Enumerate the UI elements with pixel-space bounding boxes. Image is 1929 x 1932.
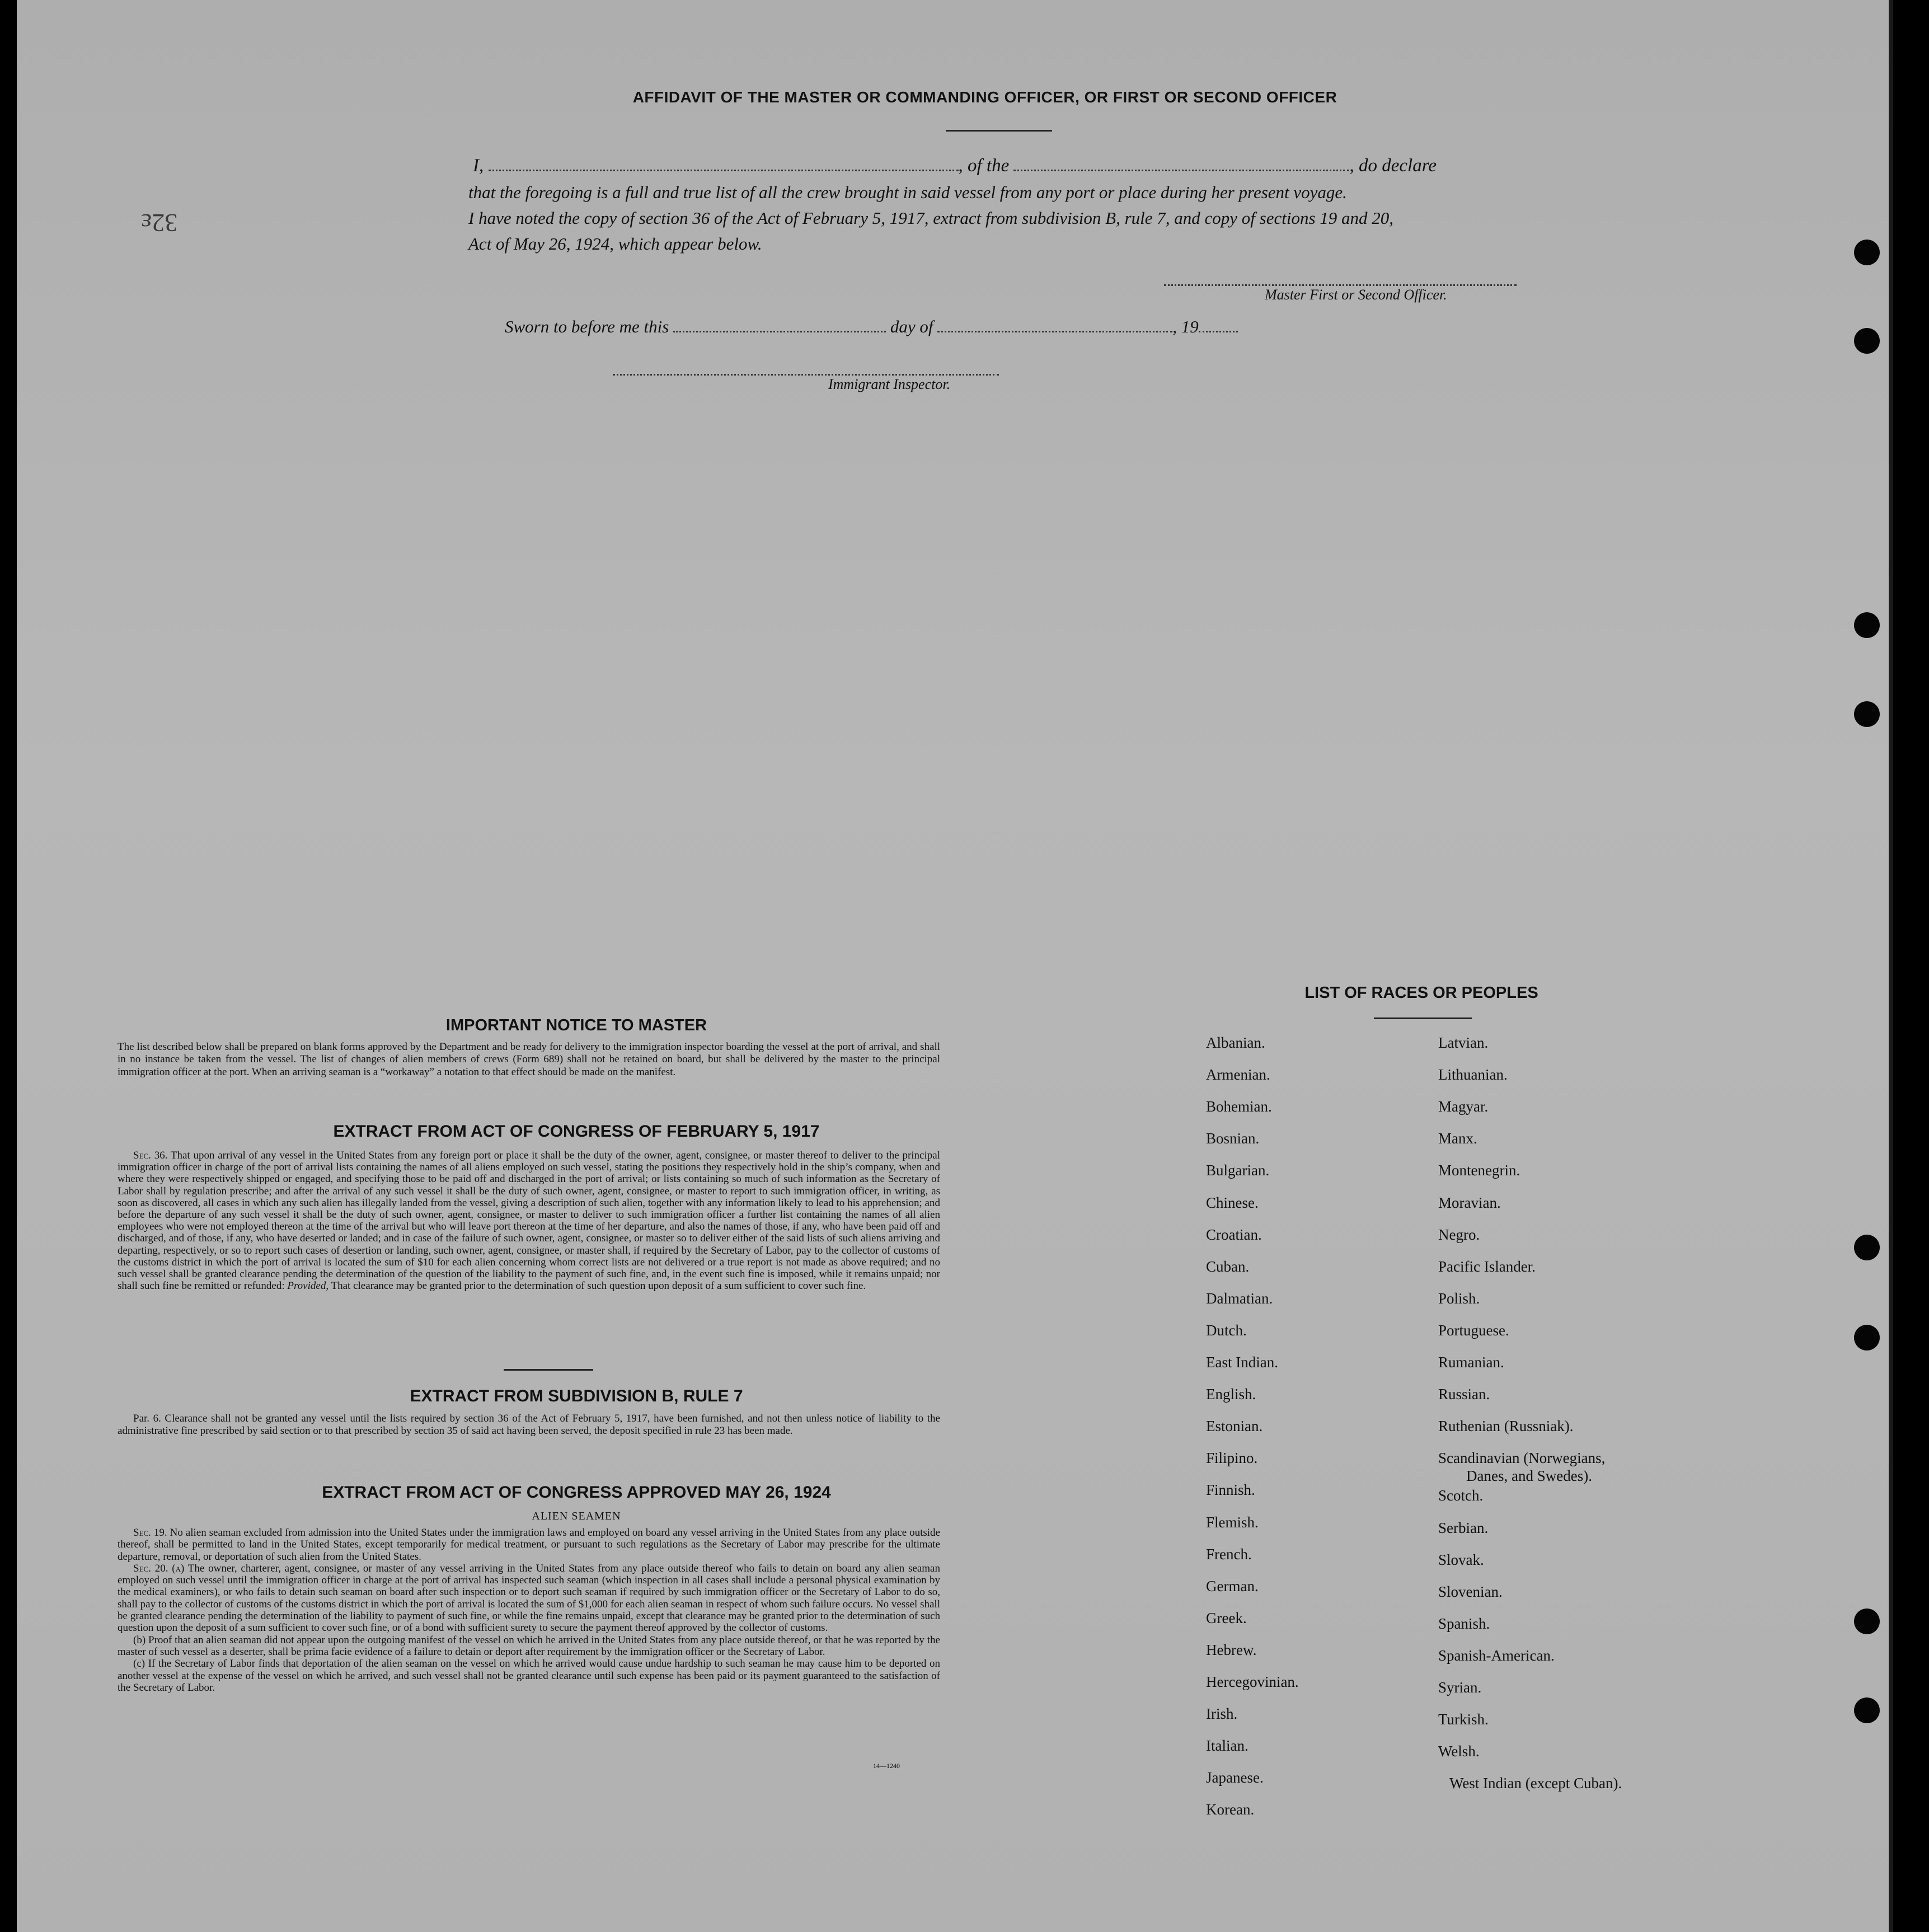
race-item: Lithuanian. (1438, 1066, 1508, 1084)
race-item: Finnish. (1206, 1481, 1255, 1499)
race-item: Cuban. (1206, 1258, 1250, 1275)
race-item: Russian. (1438, 1386, 1490, 1403)
race-item: Filipino. (1206, 1450, 1258, 1467)
race-item: Armenian. (1206, 1066, 1270, 1084)
alien-seamen-subtitle: ALIEN SEAMEN (532, 1510, 621, 1522)
notice-title: IMPORTANT NOTICE TO MASTER (445, 1016, 707, 1034)
declare-label: , do declare (1349, 156, 1437, 176)
punch-hole (1854, 701, 1880, 727)
race-item: Hebrew. (1206, 1641, 1257, 1658)
extract-1924-title: EXTRACT FROM ACT OF CONGRESS APPROVED MAY 26, 1924 (322, 1483, 831, 1502)
race-item: Slovak. (1438, 1551, 1484, 1568)
race-item: Latvian. (1438, 1034, 1489, 1051)
race-item: English. (1206, 1386, 1256, 1403)
race-item: Ruthenian (Russniak). (1438, 1418, 1574, 1435)
affidavit-line2: that the foregoing is a full and true list of all the crew brought in said vessel from any port or place during her present voyage. (468, 182, 1347, 202)
race-item: Irish. (1206, 1705, 1238, 1723)
sec-20b-paragraph: (b) Proof that an alien seaman did not appear upon the outgoing manifest of the vessel on which he arrived in the United States from any place outside thereof, or that he was reported by the master of such vessel as a deserter, shall be prima facie evidence of a failure to detain or deport after requirement by the immigration officer or the Secretary of Labor. (118, 1634, 940, 1658)
sec-36-text: That upon arrival of any vessel in the United States from any foreign port or place it shall be the duty of the owner, agent, consignee, or master thereof to deliver to the principal immigration officer in charge of the port of arrival lists containing the names of all aliens employed on such vessel, stating the positions they respectively hold in the ship’s company, when and where they were respectively shipped or engaged, and specifying those to be paid off and discharged in the port of arrival; or lists containing so much of such information as the Secretary of Labor shall by regulation prescribe; and after the arrival of any such vessel it shall be the duty of such owner, agent, consignee, or master to report to such immigration officer, in writing, as soon as discovered, all cases in which any such alien has illegally landed from the vessel, giving a description of such alien, together with any information likely to lead to his apprehension; and before the departure of any such vessel it shall be the duty of such owner, agent, consignee, or master to deliver to such immigration officer a further list containing the names of all alien employees who were not employed thereon at the time of the arrival but who will leave port thereon at the time of her departure, and also the names of those, if any, who have been paid off and discharged, and of those, if any, who have deserted or landed; and in case of the failure of such owner, agent, consignee, or master so to deliver either of the said lists of such aliens arriving and departing, respectively, or so to report such cases of desertion or landing, such owner, agent, consignee, or master shall, if required by the Secretary of Labor, pay to the collector of customs of the customs district in which the port of arrival is located the sum of $10 for each alien concerning whom correct lists are not delivered or a true report is not made as above required; and no such vessel shall be granted clearance pending the determination of the question of the liability to the payment of such fine, and, in the event such fine is imposed, while it remains unpaid; nor shall such fine be remitted or refunded: (118, 1150, 940, 1292)
sworn-label: Sworn to before me this (505, 317, 669, 336)
punch-hole (1854, 1609, 1880, 1634)
race-item: Korean. (1206, 1801, 1255, 1818)
race-item: Portuguese. (1438, 1321, 1509, 1339)
punch-hole (1854, 612, 1880, 638)
race-item: Slovenian. (1438, 1583, 1503, 1600)
title-underline (946, 130, 1052, 132)
rule7-title: EXTRACT FROM SUBDIVISION B, RULE 7 (410, 1387, 743, 1405)
races-title: LIST OF RACES OR PEOPLES (1304, 984, 1538, 1002)
race-item: Italian. (1206, 1737, 1249, 1755)
race-item: Scandinavian (Norwegians, (1438, 1450, 1606, 1467)
sec-20a-paragraph (118, 1563, 940, 1634)
race-item: French. (1206, 1545, 1252, 1563)
punch-hole (1854, 328, 1880, 354)
declarant-label: I, (473, 156, 484, 176)
document-page (17, 0, 1893, 1932)
race-item: Dalmatian. (1206, 1289, 1273, 1307)
margin-mark: 32ε (141, 209, 178, 237)
punch-hole (1854, 1697, 1880, 1723)
races-title-underline (1374, 1017, 1472, 1019)
race-item: Welsh. (1438, 1743, 1480, 1760)
race-item: Flemish. (1206, 1513, 1259, 1531)
race-item: Montenegrin. (1438, 1162, 1520, 1179)
race-item: Bosnian. (1206, 1130, 1260, 1147)
race-item: Estonian. (1206, 1418, 1263, 1435)
sec-20a-text: The owner, charterer, agent, consignee, or master of any vessel arriving in the United States from any place outside thereof who fails to detain on board any alien seaman employed on such vessel until the immigration officer in charge at the port of arrival has inspected such seaman (which inspection in all cases shall include a personal physical examination by the medical examiners), or who fails to detain such seaman on board after such inspection or to deport such seaman if required by such immigration officer or the Secretary of Labor to do so, shall pay to the collector of customs of the customs district in which the port of arrival is located the sum of $1,000 for each alien seaman in respect of whom such failure occurs. No vessel shall be granted clearance pending the determination of the liability to payment of such fine, or while the fine remains unpaid, except that clearance may be granted prior to the determination of such question upon the deposit of a sum sufficient to cover such fine, or of a bond with sufficient surety to secure the payment thereof approved by the collector of customs. (118, 1562, 940, 1634)
race-item: Albanian. (1206, 1034, 1265, 1051)
sec-20-label: Sec. 20. (a) (133, 1562, 185, 1574)
punch-hole (1854, 240, 1880, 265)
race-item: Hercegovinian. (1206, 1673, 1299, 1690)
race-item: German. (1206, 1577, 1259, 1595)
declarant-name-field[interactable] (489, 157, 959, 171)
race-item: Scotch. (1438, 1487, 1484, 1504)
rule7-body: Par. 6. Clearance shall not be granted any vessel until the lists required by section 36 of the Act of February 5, 1917, have been furnished, and not then unless notice of liability to the administrative fine prescribed by said section or to that prescribed by section 35 of said act having been served, the deposit specified in rule 23 has been made. (118, 1413, 940, 1437)
extract-1917-body (118, 1150, 940, 1292)
vessel-name-field[interactable] (1013, 157, 1349, 171)
race-item: Serbian. (1438, 1519, 1489, 1536)
inspector-signature-line[interactable] (613, 374, 999, 376)
year-label: , 19 (1172, 317, 1199, 336)
race-item: Moravian. (1438, 1194, 1501, 1211)
race-item: Syrian. (1438, 1679, 1482, 1696)
race-item: Dutch. (1206, 1321, 1247, 1339)
extract-1924-body (118, 1527, 940, 1694)
sec-19-text: No alien seaman excluded from admission into the United States under the immigration laws and employed on board any vessel arriving in the United States from any place outside thereof, shall be permitted to land in the United States, except temporarily for medical treatment, or pursuant to such regulations as the Secretary of Labor may prescribe for the ultimate departure, removal, or deportation of such alien from the United States. (118, 1527, 940, 1563)
race-item: Manx. (1438, 1130, 1477, 1147)
notice-body: The list described below shall be prepared on blank forms approved by the Department and be ready for delivery to the immigration inspector boarding the vessel at the port of arrival, and shall in no instance be taken from the vessel. The list of changes of alien members of crews (Form 689) shall not be retained on board, but shall be delivered by the master to the principal immigration officer at the port. When an arriving seaman is a “workaway” a notation to that effect should be made on the manifest. (118, 1041, 940, 1078)
race-item: Greek. (1206, 1609, 1247, 1626)
form-number: 14—1240 (873, 1762, 900, 1770)
race-item: East Indian. (1206, 1354, 1278, 1371)
master-signature-line[interactable] (1164, 284, 1517, 286)
punch-hole (1854, 1325, 1880, 1350)
section-divider-1 (504, 1369, 593, 1371)
race-item: Turkish. (1438, 1711, 1489, 1728)
affidavit-line1 (473, 156, 1536, 176)
punch-hole (1854, 1235, 1880, 1260)
sec-19-paragraph (118, 1527, 940, 1563)
race-item: Croatian. (1206, 1226, 1262, 1243)
sworn-line (505, 317, 1288, 337)
sec-20c-paragraph: (c) If the Secretary of Labor finds that deportation of the alien seaman on the vessel on which he arrived would cause undue hardship to such seaman he may cause him to be deported on another vessel at the expense of the vessel on which he arrived, and such vessel shall not be granted clearance until such expense has been paid or its payment guaranteed to the satisfaction of the Secretary of Labor. (118, 1658, 940, 1694)
race-item: Bulgarian. (1206, 1162, 1270, 1179)
sworn-day-field[interactable] (673, 318, 886, 332)
day-of-label: day of (890, 317, 933, 336)
race-item: Pacific Islander. (1438, 1258, 1536, 1275)
race-item: Negro. (1438, 1226, 1480, 1243)
sworn-year-field[interactable] (1199, 318, 1238, 332)
race-item: Bohemian. (1206, 1098, 1272, 1115)
affidavit-line4: Act of May 26, 1924, which appear below. (468, 234, 762, 254)
sworn-month-field[interactable] (937, 318, 1172, 332)
race-right-continuation: Danes, and Swedes). (1466, 1467, 1592, 1484)
inspector-signature-label: Immigrant Inspector. (828, 376, 951, 392)
sec-36-tail: That clearance may be granted prior to the determination of such question upon deposit of a sum sufficient to cover such fine. (331, 1280, 866, 1292)
race-item: West Indian (except Cuban). (1449, 1775, 1622, 1792)
sec-36-label: Sec. 36. (133, 1150, 168, 1161)
sec-19-label: Sec. 19. (133, 1527, 167, 1539)
affidavit-title: AFFIDAVIT OF THE MASTER OR COMMANDING OFFICER, OR FIRST OR SECOND OFFICER (632, 88, 1337, 106)
race-item: Japanese. (1206, 1769, 1264, 1786)
extract-1917-title: EXTRACT FROM ACT OF CONGRESS OF FEBRUARY 5, 1917 (333, 1122, 820, 1141)
race-item: Spanish-American. (1438, 1647, 1555, 1664)
of-the-label: , of the (958, 156, 1010, 176)
affidavit-line3: I have noted the copy of section 36 of the Act of February 5, 1917, extract from subdivision B, rule 7, and copy of sections 19 and 20, (468, 208, 1394, 228)
race-item: Spanish. (1438, 1615, 1490, 1632)
master-signature-label: Master First or Second Officer. (1265, 287, 1447, 303)
provided-label: Provided, (287, 1280, 329, 1292)
race-item: Chinese. (1206, 1194, 1259, 1211)
race-item: Rumanian. (1438, 1354, 1504, 1371)
race-item: Magyar. (1438, 1098, 1489, 1115)
race-item: Polish. (1438, 1289, 1480, 1307)
